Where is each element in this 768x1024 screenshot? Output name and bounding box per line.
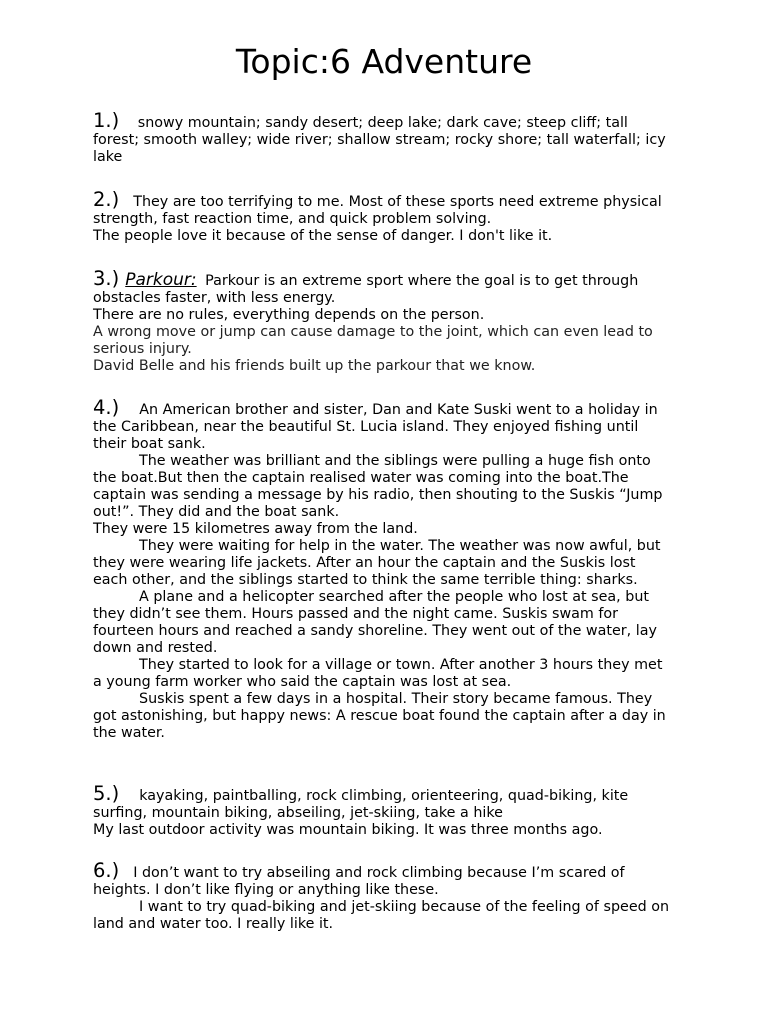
answer-1 [93, 109, 673, 166]
answer-6-line-1 [93, 859, 673, 899]
answer-4-paragraph-3: They were 15 kilometres away from the land. [93, 521, 418, 537]
answer-3-line-2: There are no rules, everything depends on the person. [93, 307, 485, 323]
answer-2-number: 2.) [93, 188, 120, 211]
answer-2-body: They are too terrifying to me. Most of these sports need extreme physical strength, fast reaction time, and quick problem solving. [93, 194, 662, 227]
answer-4-paragraph-1 [93, 396, 673, 453]
answer-5 [93, 782, 673, 839]
answer-3-number: 3.) [93, 267, 120, 290]
answer-1-text [93, 109, 673, 166]
answer-5-body: kayaking, paintballing, rock climbing, orienteering, quad-biking, kite surfing, mountain biking, abseiling, jet-skiing, take a hike [93, 788, 629, 821]
answer-3 [93, 267, 673, 375]
answer-4-paragraph-7: Suskis spent a few days in a hospital. Their story became famous. They got astonishing, but happy news: A rescue boat found the captain after a day in the water. [93, 691, 666, 741]
answer-4-paragraph-4: They were waiting for help in the water. The weather was now awful, but they were wearing life jackets. After an hour the captain and the Suskis lost each other, and the siblings started to think the same terrible thing: sharks. [93, 538, 661, 588]
answer-4-paragraph-6: They started to look for a village or town. After another 3 hours they met a young farm worker who said the captain was lost at sea. [93, 657, 663, 690]
answer-6 [93, 859, 673, 933]
answer-6-body: I don’t want to try abseiling and rock climbing because I’m scared of heights. I don’t like flying or anything like these. [93, 865, 625, 898]
answer-4 [93, 396, 673, 742]
page-title: Topic:6 Adventure [235, 42, 533, 81]
answer-6-number: 6.) [93, 859, 120, 882]
answer-4-paragraph-2: The weather was brilliant and the siblings were pulling a huge fish onto the boat.But then the captain realised water was coming into the boat.The captain was sending a message by his radio, then shouting to the Suskis “Jump out!”. They did and the boat sank. [93, 453, 663, 520]
answer-4-paragraph-5: A plane and a helicopter searched after the people who lost at sea, but they didn’t see them. Hours passed and the night came. Suskis swam for fourteen hours and reached a sandy shoreline. They went out of the water, lay down and rested. [93, 589, 657, 656]
answer-5-line-1 [93, 782, 673, 822]
answer-2 [93, 188, 673, 245]
parkour-keyword: Parkour: [125, 270, 197, 290]
answer-3-body: Parkour is an extreme sport where the goal is to get through obstacles faster, with less energy. [93, 273, 639, 306]
answer-4-number: 4.) [93, 396, 120, 419]
answer-3-line-1 [93, 267, 673, 307]
answer-1-number: 1.) [93, 109, 120, 132]
answer-2-line-2: The people love it because of the sense of danger. I don't like it. [93, 228, 553, 244]
answer-6-line-2: I want to try quad-biking and jet-skiing because of the feeling of speed on land and water too. I really like it. [93, 899, 670, 932]
answer-1-body: snowy mountain; sandy desert; deep lake; dark cave; steep cliff; tall forest; smooth walley; wide river; shallow stream; rocky shore; tall waterfall; icy lake [93, 115, 666, 165]
answer-4-body: An American brother and sister, Dan and Kate Suski went to a holiday in the Caribbean, near the beautiful St. Lucia island. They enjoyed fishing until their boat sank. [93, 402, 658, 452]
answer-2-line-1 [93, 188, 673, 228]
answer-3-line-4: David Belle and his friends built up the parkour that we know. [93, 358, 536, 374]
answer-3-line-3: A wrong move or jump can cause damage to the joint, which can even lead to serious injury. [93, 324, 653, 357]
answer-5-number: 5.) [93, 782, 120, 805]
answer-5-line-2: My last outdoor activity was mountain biking. It was three months ago. [93, 822, 603, 838]
